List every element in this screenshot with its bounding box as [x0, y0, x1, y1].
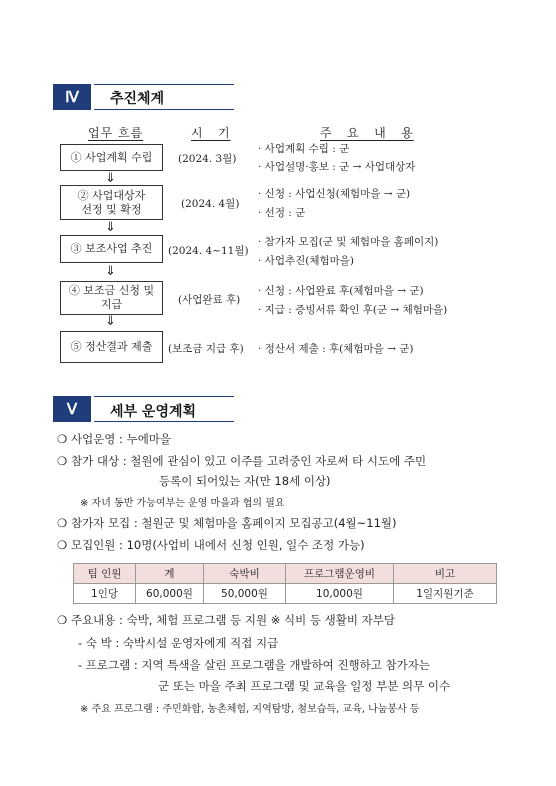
workflow-step-1: ① 사업계획 수립 [60, 144, 163, 171]
step-1-period: (2024. 3월) [178, 153, 237, 165]
table-header-cell: 팀 인원 [74, 564, 136, 584]
item-text: 모집인원 : 10명(사업비 내에서 신청 인원, 일수 조정 가능) [70, 538, 365, 552]
workflow-step-5: ⑤ 정산결과 제출 [60, 331, 163, 363]
section-title: 세부 운영계획 [110, 404, 197, 420]
section-number-badge: Ⅴ [53, 396, 91, 422]
down-arrow-icon: ⇓ [105, 171, 116, 186]
bullet-circle-icon: ❍ [57, 516, 68, 530]
section-rule-top [94, 84, 234, 85]
table-cell: 60,000원 [136, 584, 204, 604]
table-cell: 10,000원 [286, 584, 394, 604]
table-row [74, 584, 497, 604]
table-header-cell: 프로그램운영비 [286, 564, 394, 584]
workflow-step-3: ③ 보조사업 추진 [60, 235, 163, 263]
list-item [57, 612, 395, 628]
list-item [57, 515, 397, 531]
step-2-content-1: · 신청 : 사업신청(체험마을 → 군) [258, 188, 411, 200]
table-cell: 1일지원기준 [394, 584, 497, 604]
workflow-step-2: ② 사업대상자 선정 및 확정 [60, 185, 163, 220]
column-header-contents: 주 요 내 용 [320, 126, 414, 140]
step-3-period: (2024. 4~11월) [168, 245, 249, 257]
column-header-workflow: 업무 흐름 [88, 126, 144, 140]
list-item [57, 431, 171, 447]
table-header-cell: 계 [136, 564, 204, 584]
table-header-cell: 숙박비 [204, 564, 286, 584]
step-3-content-1: · 참가자 모집(군 및 체험마을 홈페이지) [258, 236, 439, 248]
sub-item: - 프로그램 : 지역 특색을 살린 프로그램을 개발하여 진행하고 참가자는 [78, 658, 430, 672]
budget-table [73, 563, 497, 604]
step-5-period: (보조금 지급 후) [168, 343, 244, 355]
sub-item: - 숙 박 : 숙박시설 운영자에게 직접 지급 [78, 636, 279, 650]
down-arrow-icon: ⇓ [105, 264, 116, 279]
bullet-circle-icon: ❍ [57, 432, 68, 446]
bullet-circle-icon: ❍ [57, 454, 68, 468]
item-text-continuation: 등록이 되어있는 자(만 18세 이상) [159, 474, 331, 488]
bullet-circle-icon: ❍ [57, 613, 68, 627]
workflow-step-4: ④ 보조금 신청 및 지급 [60, 281, 163, 315]
step-4-content-1: · 신청 : 사업완료 후(체험마을 → 군) [258, 285, 424, 297]
item-text: 주요내용 : 숙박, 체험 프로그램 등 지원 ※ 식비 등 생활비 자부담 [70, 613, 395, 627]
step-3-content-2: · 사업추진(체험마을) [258, 255, 355, 267]
step-2-period: (2024. 4월) [181, 198, 240, 210]
step-1-content-1: · 사업계획 수립 : 군 [258, 143, 350, 155]
column-header-period: 시 기 [191, 126, 231, 140]
step-1-content-2: · 사업설명·홍보 : 군 → 사업대상자 [258, 161, 416, 173]
section-rule-bottom [94, 421, 234, 422]
note: ※ 자녀 동반 가능여부는 운영 마을과 협의 필요 [80, 498, 285, 509]
item-text: 참가 대상 : 철원에 관심이 있고 이주를 고려중인 자로써 타 시도에 주민 [70, 454, 427, 468]
step-2-content-2: · 선정 : 군 [258, 207, 306, 219]
item-text: 참가자 모집 : 철원군 및 체험마을 홈페이지 모집공고(4월~11월) [70, 516, 397, 530]
table-cell: 1인당 [74, 584, 136, 604]
section-number-badge: Ⅳ [53, 84, 91, 110]
table-header-cell: 비고 [394, 564, 497, 584]
note: ※ 주요 프로그램 : 주민화합, 농촌체험, 지역탐방, 첨보습득, 교육, 나눔봉사 등 [80, 704, 420, 715]
step-5-content-1: · 정산서 제출 : 후(체험마을 → 군) [258, 343, 414, 355]
down-arrow-icon: ⇓ [105, 220, 116, 235]
step-4-period: (사업완료 후) [178, 294, 241, 306]
table-cell: 50,000원 [204, 584, 286, 604]
section-rule-top [94, 396, 234, 397]
step-4-content-2: · 지급 : 증빙서류 확인 후(군 → 체험마을) [258, 304, 448, 316]
section-rule-bottom [94, 109, 234, 110]
down-arrow-icon: ⇓ [105, 314, 116, 329]
table-header-row [74, 564, 497, 584]
bullet-circle-icon: ❍ [57, 538, 68, 552]
list-item [57, 537, 365, 553]
section-title: 추진체계 [110, 91, 165, 107]
list-item [57, 453, 426, 469]
sub-item-continuation: 군 또는 마을 주최 프로그램 및 교육을 일정 부분 의무 이수 [158, 679, 451, 693]
item-text: 사업운영 : 누에마을 [70, 432, 172, 446]
